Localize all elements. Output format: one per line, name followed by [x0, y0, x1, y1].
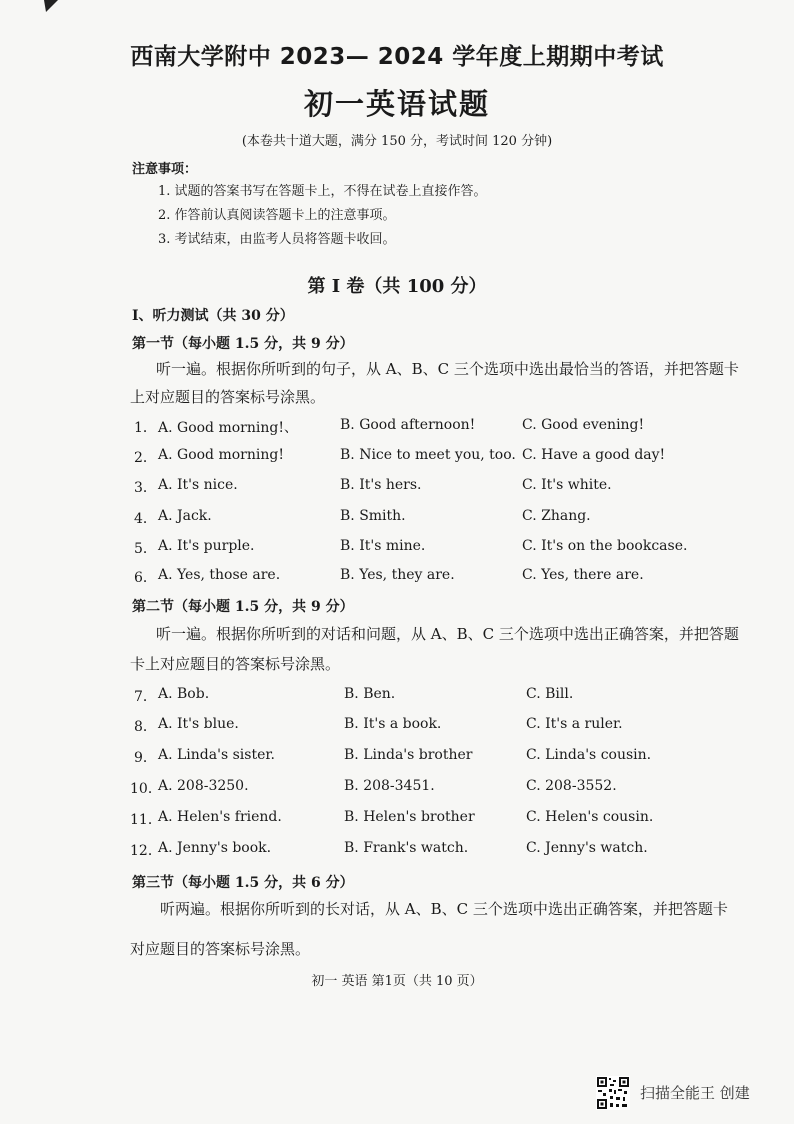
notice-item: 3. 考试结束，由监考人员将答题卡收回。 — [158, 232, 396, 247]
option-a: A. It's purple. — [158, 538, 255, 554]
option-c: C. Zhang. — [522, 508, 591, 524]
option-a: A. Bob. — [158, 686, 210, 702]
question-number: 8． — [134, 719, 157, 735]
section-instruction: 卡上对应题目的答案标号涂黑。 — [130, 655, 341, 673]
option-b: B. Nice to meet you, too. — [340, 447, 516, 463]
question-number: 11． — [130, 812, 162, 828]
option-b: B. Yes, they are. — [340, 567, 455, 583]
option-b: B. Good afternoon! — [340, 417, 476, 433]
option-b: B. 208-3451. — [344, 778, 435, 794]
option-c: C. 208-3552. — [526, 778, 617, 794]
question-number: 10． — [130, 781, 162, 797]
option-a: A. Yes, those are. — [158, 567, 281, 583]
question-number: 6． — [134, 570, 157, 586]
option-a: A. It's blue. — [158, 716, 239, 732]
section-instruction: 上对应题目的答案标号涂黑。 — [130, 388, 326, 406]
section-header: 第三节（每小题 1.5 分，共 6 分） — [132, 875, 354, 891]
option-c: C. Good evening! — [522, 417, 645, 433]
question-row — [130, 567, 750, 589]
section-header: 第二节（每小题 1.5 分，共 9 分） — [132, 599, 354, 615]
question-row — [130, 686, 750, 708]
option-a: A. 208-3250. — [158, 778, 249, 794]
question-row — [130, 508, 750, 530]
option-b: B. Smith. — [340, 508, 406, 524]
option-c: C. Jenny's watch. — [526, 840, 648, 856]
exam-info: (本卷共十道大题，满分 150 分，考试时间 120 分钟) — [241, 134, 553, 149]
option-c: C. It's white. — [522, 477, 612, 493]
option-b: B. It's a book. — [344, 716, 442, 732]
option-a: A. Jenny's book. — [158, 840, 272, 856]
option-a: A. Linda's sister. — [158, 747, 275, 763]
question-row — [130, 716, 750, 738]
option-c: C. Yes, there are. — [522, 567, 644, 583]
exam-title: 西南大学附中 2023— 2024 学年度上期期中考试 — [130, 44, 664, 70]
option-c: C. Have a good day! — [522, 447, 666, 463]
option-a: A. Good morning!、 — [158, 420, 298, 436]
question-row — [130, 778, 750, 800]
question-row — [130, 809, 750, 831]
question-number: 9． — [134, 750, 157, 766]
option-c: C. Bill. — [526, 686, 574, 702]
question-number: 4． — [134, 511, 157, 527]
option-a: A. Helen's friend. — [158, 809, 282, 825]
question-row — [130, 417, 750, 439]
exam-subject-title: 初一英语试题 — [303, 87, 490, 121]
option-b: B. Frank's watch. — [344, 840, 469, 856]
option-b: B. Linda's brother — [344, 747, 473, 763]
corner-mark-icon — [44, 0, 58, 12]
question-number: 2． — [134, 450, 157, 466]
scanner-watermark: 扫描全能王 创建 — [640, 1084, 750, 1102]
option-b: B. Ben. — [344, 686, 396, 702]
notice-title: 注意事项： — [132, 162, 198, 177]
notice-item: 2. 作答前认真阅读答题卡上的注意事项。 — [158, 208, 396, 223]
question-row — [130, 747, 750, 769]
notice-item: 1. 试题的答案书写在答题卡上，不得在试卷上直接作答。 — [158, 184, 487, 199]
question-number: 12． — [130, 843, 162, 859]
option-c: C. Linda's cousin. — [526, 747, 652, 763]
question-row — [130, 477, 750, 499]
option-c: C. Helen's cousin. — [526, 809, 654, 825]
option-b: B. It's mine. — [340, 538, 426, 554]
question-row — [130, 447, 750, 469]
question-number: 7． — [134, 689, 157, 705]
section-header: 第一节（每小题 1.5 分，共 9 分） — [132, 336, 354, 352]
section-instruction: 听一遍。根据你所听到的句子，从 A、B、C 三个选项中选出最恰当的答语，并把答题卡 — [156, 360, 739, 378]
option-a: A. Good morning! — [158, 447, 284, 463]
option-c: C. It's on the bookcase. — [522, 538, 688, 554]
question-number: 3． — [134, 480, 157, 496]
part-title: I、听力测试（共 30 分） — [132, 308, 294, 324]
question-number: 5． — [134, 541, 157, 557]
option-b: B. It's hers. — [340, 477, 422, 493]
qr-code-icon — [596, 1076, 630, 1110]
question-row — [130, 538, 750, 560]
question-number: 1． — [134, 420, 157, 436]
option-b: B. Helen's brother — [344, 809, 475, 825]
question-row — [130, 840, 750, 862]
page-footer: 初一 英语 第1页（共 10 页） — [311, 974, 483, 989]
option-c: C. It's a ruler. — [526, 716, 623, 732]
volume-title: 第 I 卷（共 100 分） — [307, 276, 487, 297]
section-instruction: 听两遍。根据你所听到的长对话，从 A、B、C 三个选项中选出正确答案，并把答题卡 — [160, 900, 728, 918]
section-instruction: 对应题目的答案标号涂黑。 — [130, 940, 311, 958]
section-instruction: 听一遍。根据你所听到的对话和问题，从 A、B、C 三个选项中选出正确答案，并把答题 — [156, 625, 739, 643]
option-a: A. Jack. — [158, 508, 212, 524]
option-a: A. It's nice. — [158, 477, 238, 493]
